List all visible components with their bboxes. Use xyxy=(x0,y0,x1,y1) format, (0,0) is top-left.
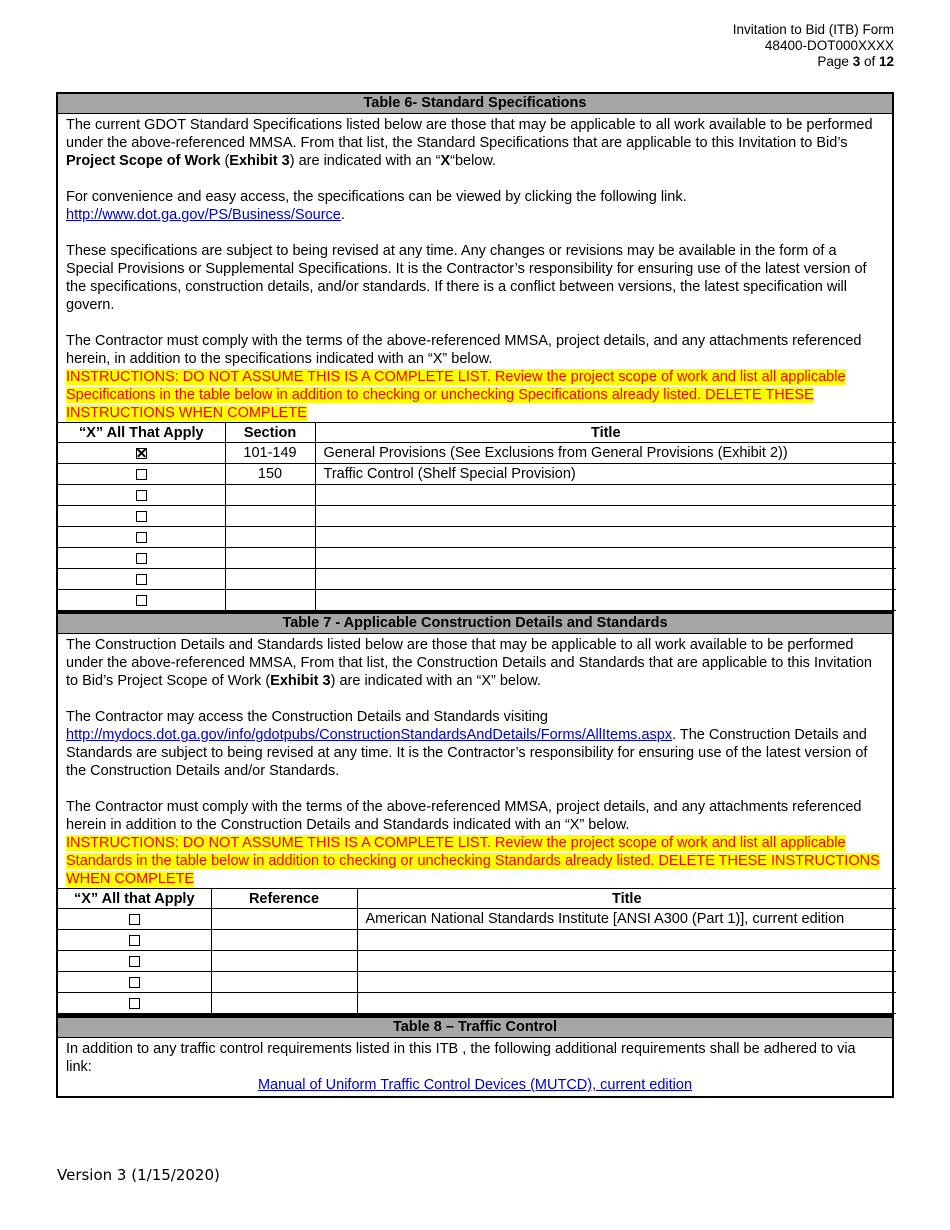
section-cell xyxy=(225,527,315,548)
t7-p2a: The Contractor may access the Construction Details and Standards visiting xyxy=(66,709,548,725)
form-number: 48400-DOT000XXXX xyxy=(764,38,894,53)
t7-instructions-text: INSTRUCTIONS: DO NOT ASSUME THIS IS A COMPLETE LIST. Review the project scope of work and list all applicable Standards in the table below in addition to checking or unchecking Standards already listed. DELETE THESE INSTRUCTIONS WHEN COMPLETE xyxy=(66,835,880,887)
t6-p1a: The current GDOT Standard Specifications listed below are those that may be applicable to all work available to be performed under the above-referenced MMSA. From that list, the Standard Specifications that are applicable to this Invitation to Bid’s xyxy=(66,117,873,151)
table-row xyxy=(58,527,896,548)
title-cell xyxy=(315,590,896,611)
col-apply: “X” All That Apply xyxy=(58,423,225,443)
apply-cell xyxy=(58,443,225,464)
checkbox[interactable] xyxy=(136,595,147,606)
title-cell xyxy=(315,485,896,506)
checkbox[interactable] xyxy=(129,935,140,946)
apply-cell xyxy=(58,485,225,506)
t7-p1a: The Construction Details and Standards listed below are those that may be applicable to all work available to be performed under the above-referenced MMSA, From that list, the Construction Details and Standards that are applicable to this Invitation to Bid’s Project Scope of Work ( xyxy=(66,637,872,689)
table-row xyxy=(58,506,896,527)
section-cell: 101-149 xyxy=(225,443,315,464)
title-cell xyxy=(357,930,896,951)
table7-paragraph-1 xyxy=(66,636,884,690)
t6-p1c: ( xyxy=(220,153,230,169)
checkbox[interactable] xyxy=(129,977,140,988)
reference-cell xyxy=(211,993,357,1014)
table7-title: Table 7 - Applicable Construction Details and Standards xyxy=(58,613,892,634)
table7-box xyxy=(56,613,894,1016)
table6-paragraph-2 xyxy=(66,188,884,224)
col-section: Section xyxy=(225,423,315,443)
title-cell: American National Standards Institute [ANSI A300 (Part 1)], current edition xyxy=(357,909,896,930)
apply-cell xyxy=(58,590,225,611)
form-title: Invitation to Bid (ITB) Form xyxy=(732,22,894,37)
table-row xyxy=(58,930,896,951)
t6-p2: For convenience and easy access, the specifications can be viewed by clicking the following link. xyxy=(66,189,687,205)
table6-paragraph-3: These specifications are subject to being revised at any time. Any changes or revisions may be available in the form of a Special Provisions or Supplemental Specifications. It is the Contractor’s responsibility for ensuring use of the latest version of the specifications, construction details, and/or standards. If there is a conflict between versions, the latest specification will govern. xyxy=(66,243,867,313)
t7-p1b: Exhibit 3 xyxy=(270,673,331,689)
reference-cell xyxy=(211,909,357,930)
col-title: Title xyxy=(315,423,896,443)
standards-link[interactable]: http://mydocs.dot.ga.gov/info/gdotpubs/ConstructionStandardsAndDetails/Forms/AllItems.aspx xyxy=(66,727,673,743)
table6-paragraph-4: The Contractor must comply with the terms of the above-referenced MMSA, project details, and any attachments referenced herein, in addition to the specifications indicated with an “X” below. xyxy=(66,333,862,367)
table8-box xyxy=(56,1016,894,1098)
page-total: 12 xyxy=(878,54,894,69)
apply-cell xyxy=(58,993,211,1014)
checkbox[interactable] xyxy=(136,469,147,480)
table7-instructions xyxy=(66,834,884,888)
section-cell xyxy=(225,506,315,527)
t6-p1b: Project Scope of Work xyxy=(66,153,221,169)
version-footer: Version 3 (1/15/2020) xyxy=(57,1166,220,1184)
section-cell: 150 xyxy=(225,464,315,485)
table7-grid xyxy=(58,888,896,1014)
col-title: Title xyxy=(357,889,896,909)
page-prefix: Page xyxy=(817,54,853,69)
table7-paragraph-3: The Contractor must comply with the terms of the above-referenced MMSA, project details, and any attachments referenced herein in addition to the Construction Details and Standards indicated with an “X” below. xyxy=(66,799,862,833)
t7-p1c: ) are indicated with an “X” below. xyxy=(330,673,541,689)
title-cell xyxy=(357,972,896,993)
title-cell xyxy=(315,506,896,527)
table6-box xyxy=(56,92,894,613)
t7-p2b: . The Construction Details and Standards are subject to being revised at any time. It is the Contractor’s responsibility for ensuring use of the latest version of the Construction Details and/or Standards. xyxy=(66,727,868,779)
apply-cell xyxy=(58,506,225,527)
table-row xyxy=(58,909,896,930)
apply-cell xyxy=(58,909,211,930)
t6-p1d: Exhibit 3 xyxy=(229,153,290,169)
table8-title: Table 8 – Traffic Control xyxy=(58,1016,892,1038)
checked-checkbox[interactable] xyxy=(136,448,147,459)
reference-cell xyxy=(211,930,357,951)
checkbox[interactable] xyxy=(136,490,147,501)
title-cell xyxy=(315,569,896,590)
apply-cell xyxy=(58,972,211,993)
checkbox[interactable] xyxy=(136,511,147,522)
checkbox[interactable] xyxy=(129,914,140,925)
checkbox[interactable] xyxy=(129,956,140,967)
table-row xyxy=(58,972,896,993)
table8-text: In addition to any traffic control requirements listed in this ITB , the following additional requirements shall be adhered to via link: xyxy=(66,1041,856,1075)
t6-instructions-text: INSTRUCTIONS: DO NOT ASSUME THIS IS A COMPLETE LIST. Review the project scope of work and list all applicable Specifications in the table below in addition to checking or unchecking Specifications already listed. DELETE THESE INSTRUCTIONS WHEN COMPLETE xyxy=(66,369,846,421)
title-cell xyxy=(315,527,896,548)
section-cell xyxy=(225,485,315,506)
table6-title: Table 6- Standard Specifications xyxy=(58,94,892,114)
apply-cell xyxy=(58,548,225,569)
document-body xyxy=(56,92,894,1098)
checkbox[interactable] xyxy=(136,574,147,585)
title-cell xyxy=(315,548,896,569)
page-number xyxy=(733,54,894,70)
specifications-link[interactable]: http://www.dot.ga.gov/PS/Business/Source xyxy=(66,207,341,223)
table8-link-wrap xyxy=(66,1076,884,1094)
page-header xyxy=(733,22,894,70)
table-row xyxy=(58,569,896,590)
page-current: 3 xyxy=(852,54,861,69)
table6-intro xyxy=(58,114,892,422)
table-row xyxy=(58,548,896,569)
table-row xyxy=(58,485,896,506)
table7-intro xyxy=(58,634,892,888)
col-apply: “X” All that Apply xyxy=(58,889,211,909)
section-cell xyxy=(225,569,315,590)
table6-grid xyxy=(58,422,896,611)
checkbox[interactable] xyxy=(129,998,140,1009)
title-cell xyxy=(357,993,896,1014)
table6-instructions xyxy=(66,368,884,422)
t6-link-after: . xyxy=(340,207,345,223)
table-row xyxy=(58,464,896,485)
table-row xyxy=(58,993,896,1014)
t6-p1e: ) are indicated with an “ xyxy=(289,153,441,169)
apply-cell xyxy=(58,930,211,951)
table8-body xyxy=(58,1038,892,1096)
checkbox[interactable] xyxy=(136,553,147,564)
apply-cell xyxy=(58,464,225,485)
checkbox[interactable] xyxy=(136,532,147,543)
section-cell xyxy=(225,590,315,611)
title-cell xyxy=(357,951,896,972)
t6-p1g: “below. xyxy=(450,153,497,169)
col-reference: Reference xyxy=(211,889,357,909)
apply-cell xyxy=(58,569,225,590)
apply-cell xyxy=(58,527,225,548)
table-row xyxy=(58,443,896,464)
t6-p1f: X xyxy=(440,153,451,169)
table6-paragraph-1 xyxy=(66,116,884,170)
apply-cell xyxy=(58,951,211,972)
reference-cell xyxy=(211,972,357,993)
table7-paragraph-2 xyxy=(66,708,884,780)
mutcd-link[interactable]: Manual of Uniform Traffic Control Devices (MUTCD), current edition xyxy=(257,1077,693,1093)
reference-cell xyxy=(211,951,357,972)
table-row xyxy=(58,590,896,611)
title-cell: Traffic Control (Shelf Special Provision) xyxy=(315,464,896,485)
section-cell xyxy=(225,548,315,569)
table-row xyxy=(58,951,896,972)
page-of: of xyxy=(860,54,879,69)
title-cell: General Provisions (See Exclusions from General Provisions (Exhibit 2)) xyxy=(315,443,896,464)
